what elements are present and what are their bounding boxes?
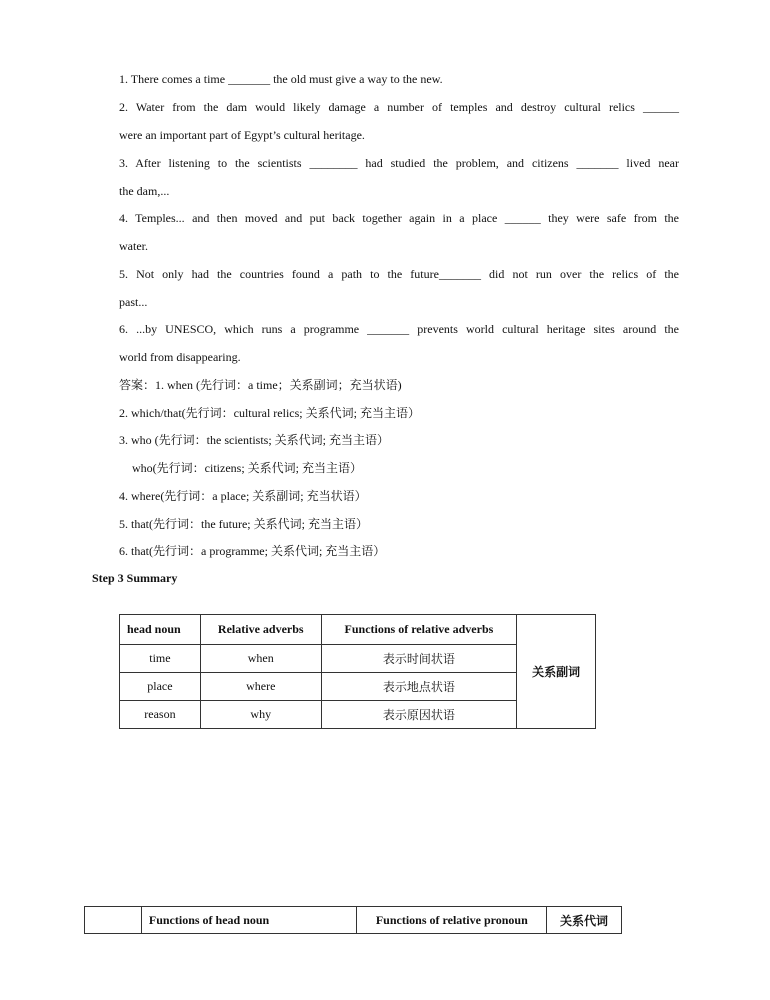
header-functions-relative-pronoun: Functions of relative pronoun	[357, 907, 547, 934]
header-functions: Functions of relative adverbs	[321, 615, 517, 645]
table-header-row	[85, 907, 622, 934]
answer-line-1: 答案：1. when (先行词：a time；关系副词；充当状语)	[119, 378, 402, 392]
relative-adverbs-table	[119, 614, 596, 729]
exercise-line-10: 6. ...by UNESCO, which runs a programme _______ prevents world cultural heritage sites around the	[119, 322, 679, 336]
exercise-line-8: 5. Not only had the countries found a path to the future_______ did not run over the relics of the	[119, 267, 679, 281]
table-cell: 表示时间状语	[321, 645, 517, 673]
exercise-line-3: were an important part of Egypt’s cultural heritage.	[119, 128, 365, 142]
exercise-line-11: world from disappearing.	[119, 350, 241, 364]
table-cell: time	[120, 645, 201, 673]
table-cell: where	[200, 673, 321, 701]
table-cell: 表示原因状语	[321, 701, 517, 729]
answer-line-7: 6. that(先行词：a programme; 关系代词; 充当主语）	[119, 544, 386, 558]
table-cell: place	[120, 673, 201, 701]
exercise-line-2: 2. Water from the dam would likely damage a number of temples and destroy cultural relics ______	[119, 100, 679, 114]
side-label-cell: 关系副词	[517, 615, 596, 729]
exercise-line-5: the dam,...	[119, 184, 170, 198]
exercise-line-1: 1. There comes a time _______ the old must give a way to the new.	[119, 72, 443, 86]
table-cell: when	[200, 645, 321, 673]
exercise-line-6: 4. Temples... and then moved and put back together again in a place ______ they were safe from the	[119, 211, 679, 225]
answer-line-3: 3. who (先行词：the scientists; 关系代词; 充当主语）	[119, 433, 389, 447]
table-cell	[85, 907, 142, 934]
header-functions-head-noun: Functions of head noun	[141, 907, 357, 934]
header-head-noun: head noun	[120, 615, 201, 645]
table-cell: reason	[120, 701, 201, 729]
exercise-line-9: past...	[119, 295, 148, 309]
step-heading: Step 3 Summary	[92, 571, 178, 585]
answer-line-6: 5. that(先行词：the future; 关系代词; 充当主语）	[119, 517, 368, 531]
header-relative-adverbs: Relative adverbs	[200, 615, 321, 645]
answer-line-4: who(先行词：citizens; 关系代词; 充当主语）	[132, 461, 362, 475]
table-cell: 表示地点状语	[321, 673, 517, 701]
answer-line-5: 4. where(先行词：a place; 关系副词; 充当状语）	[119, 489, 367, 503]
relative-pronouns-table	[84, 906, 622, 934]
exercise-line-4: 3. After listening to the scientists ________ had studied the problem, and citizens _______ lived near	[119, 156, 679, 170]
exercise-line-7: water.	[119, 239, 148, 253]
header-relative-pronoun: 关系代词	[547, 907, 622, 934]
answer-line-2: 2. which/that(先行词：cultural relics; 关系代词; 充当主语）	[119, 406, 420, 420]
table-header-row	[120, 615, 596, 645]
table-cell: why	[200, 701, 321, 729]
